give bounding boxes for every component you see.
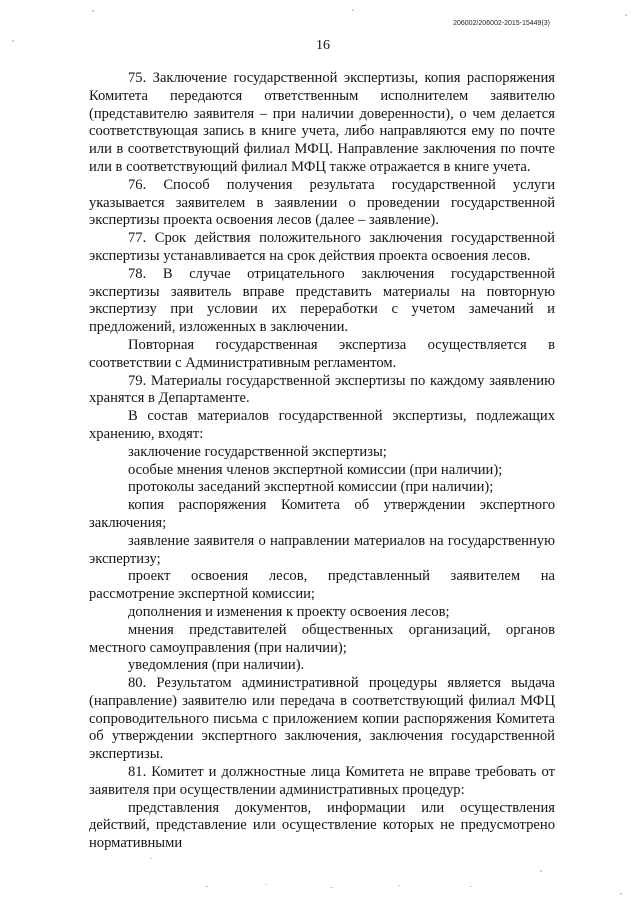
- scan-speck: [625, 14, 627, 16]
- scan-speck: [470, 886, 472, 887]
- document-body: [89, 70, 555, 853]
- list-item: дополнения и изменения к проекту освоения лесов;: [128, 603, 450, 620]
- list-item: заключение государственной экспертизы;: [128, 443, 387, 460]
- list-item: заявление заявителя о направлении материалов на государственную экспертизу;: [89, 532, 555, 567]
- scan-speck: [540, 870, 542, 872]
- paragraph-75: 75. Заключение государственной экспертизы, копия распоряжения Комитета передаются ответственным исполнителем заявителю (представителю заявителя – при наличии доверенности), о чем делается соответствующая запись в книге учета, либо направляются ему по почте или в соответствующий филиал МФЦ. Направление заключения по почте или в соответствующий филиал МФЦ также отражается в книге учета.: [89, 70, 555, 175]
- document-id: 206002/206002-2015-15449(3): [453, 20, 550, 27]
- paragraph-81-item: представления документов, информации или осуществления действий, представление или осуществление которых не предусмотрено нормативными: [89, 799, 555, 852]
- page-number: 16: [316, 38, 330, 53]
- paragraph-78-repeat: Повторная государственная экспертиза осуществляется в соответствии с Административным регламентом.: [89, 336, 555, 371]
- list-item: уведомления (при наличии).: [128, 657, 305, 674]
- scan-speck: [398, 885, 400, 886]
- scan-speck: [92, 10, 94, 12]
- scan-speck: [352, 9, 354, 11]
- scan-speck: [265, 884, 267, 885]
- paragraph-80: 80. Результатом административной процедуры является выдача (направление) заявителю или передача в соответствующий филиал МФЦ сопроводительного письма с приложением копии распоряжения Комитета об утверждении экспертного заключения, заключения государственной экспертизы.: [89, 675, 555, 763]
- scan-speck: [330, 887, 333, 888]
- list-item: особые мнения членов экспертной комиссии (при наличии);: [128, 461, 503, 478]
- list-item: проект освоения лесов, представленный заявителем на рассмотрение экспертной комиссии;: [89, 568, 555, 603]
- paragraph-79-list-intro: В состав материалов государственной экспертизы, подлежащих хранению, входят:: [89, 408, 555, 442]
- paragraph-77: 77. Срок действия положительного заключения государственной экспертизы устанавливается на срок действия проекта освоения лесов.: [89, 230, 555, 264]
- paragraph-78: 78. В случае отрицательного заключения государственной экспертизы заявитель вправе представить материалы на повторную экспертизу при условии их переработки с учетом замечаний и предложений, изложенных в заключении.: [89, 265, 555, 336]
- scan-speck: [620, 893, 622, 895]
- scan-speck: [205, 886, 208, 887]
- paragraph-79: 79. Материалы государственной экспертизы по каждому заявлению хранятся в Департаменте.: [89, 372, 555, 407]
- list-item: копия распоряжения Комитета об утверждении экспертного заключения;: [89, 497, 555, 531]
- paragraph-81: 81. Комитет и должностные лица Комитета не вправе требовать от заявителя при осуществлении административных процедур:: [89, 764, 555, 798]
- scan-speck: [12, 40, 14, 42]
- list-item: протоколы заседаний экспертной комиссии (при наличии);: [128, 479, 494, 496]
- paragraph-76: 76. Способ получения результата государственной услуги указывается заявителем в заявлении о проведении государственной экспертизы проекта освоения лесов (далее – заявление).: [89, 176, 555, 229]
- list-item: мнения представителей общественных организаций, органов местного самоуправления (при наличии);: [89, 621, 555, 656]
- scan-speck: [150, 858, 152, 859]
